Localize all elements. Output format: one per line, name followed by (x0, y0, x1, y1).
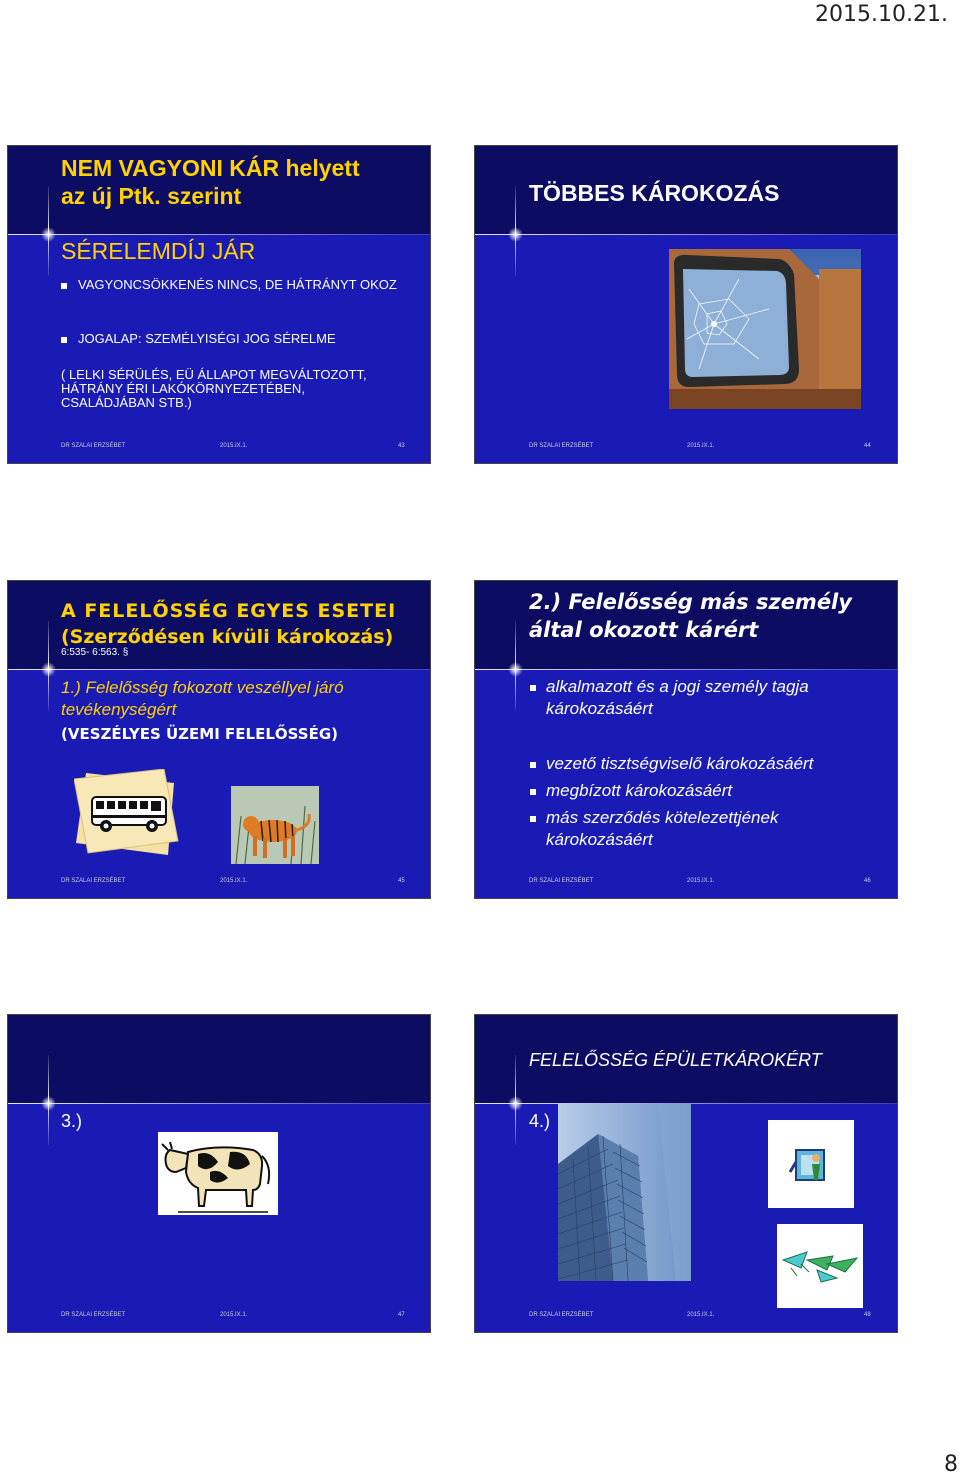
bullet-icon (530, 762, 536, 768)
glass-shards-image (777, 1224, 863, 1308)
divider-line (8, 669, 430, 670)
bullet-icon (61, 283, 67, 289)
slide-43 (7, 145, 431, 464)
divider-line (475, 234, 897, 235)
slide-title: 2.) Felelősség más személy (529, 590, 852, 614)
cow-image (158, 1132, 278, 1215)
slide-title: TÖBBES KÁROKOZÁS (529, 180, 780, 206)
footer-date: 2015.IX.1. (687, 878, 715, 884)
legal-reference: 6:535- 6:563. § (61, 647, 129, 658)
footer-author: DR SZALAI ERZSÉBET (529, 878, 594, 884)
header-date: 2015.10.21. (815, 2, 948, 27)
sparkle-icon (508, 227, 523, 242)
slide-number: 45 (398, 878, 405, 884)
bullet-icon (61, 337, 67, 343)
worker-image (768, 1120, 854, 1208)
sparkle-icon (508, 662, 523, 677)
footer-author: DR SZALAI ERZSÉBET (61, 878, 126, 884)
slide-46 (474, 580, 898, 899)
slide-title: NEM VAGYONI KÁR helyett (61, 155, 360, 181)
footer-author: DR SZALAI ERZSÉBET (529, 1312, 594, 1318)
footer-date: 2015.IX.1. (687, 1312, 715, 1318)
page-number: 8 (944, 1452, 958, 1477)
footer-date: 2015.IX.1. (220, 878, 248, 884)
sparkle-icon (41, 1096, 56, 1111)
bullet-text: JOGALAP: SZEMÉLYISÉGI JOG SÉRELME (78, 331, 336, 346)
bullet-icon (530, 685, 536, 691)
slide-title: az új Ptk. szerint (61, 183, 242, 209)
slide-number: 46 (864, 878, 871, 884)
footer-author: DR SZALAI ERZSÉBET (61, 1312, 126, 1318)
list-item: (VESZÉLYES ÜZEMI FELELŐSSÉG) (61, 725, 338, 743)
slide-title: (Szerződésen kívüli károkozás) (61, 626, 394, 648)
skyscraper-image (558, 1104, 691, 1281)
footer-date: 2015.IX.1. (220, 443, 248, 449)
footer-date: 2015.IX.1. (220, 1312, 248, 1318)
paragraph: ( LELKI SÉRÜLÉS, EÜ ÁLLAPOT MEGVÁLTOZOTT, HÁTRÁNY ÉRI LAKÓKÖRNYEZETÉBEN, CSALÁDJÁBAN STB.) (61, 367, 367, 410)
tiger-image (231, 786, 319, 864)
slide-title: A FELELŐSSÉG EGYES ESETEI (61, 600, 397, 622)
divider-line (8, 1103, 430, 1104)
bullet-text: más szerződés kötelezettjének károkozásáért (546, 808, 779, 849)
slide-number: 47 (398, 1312, 405, 1318)
bullet-text: megbízott károkozásáért (546, 781, 733, 800)
sparkle-icon (41, 662, 56, 677)
sparkle-icon (508, 1096, 523, 1111)
slide-title: FELELŐSSÉG ÉPÜLETKÁROKÉRT (529, 1050, 822, 1070)
divider-line (8, 234, 430, 235)
slide-45 (7, 580, 431, 899)
bullet-icon (530, 789, 536, 795)
school-bus-image (74, 769, 179, 857)
bullet-icon (530, 816, 536, 822)
slide-48 (474, 1014, 898, 1333)
slide-title: által okozott kárért (529, 618, 759, 642)
list-item: 1.) Felelősség fokozott veszéllyel járó tevékenységért (61, 678, 344, 719)
list-item: 3.) (61, 1111, 83, 1131)
slide-44 (474, 145, 898, 464)
slide-title-band (8, 1015, 430, 1103)
bullet-text: VAGYONCSÖKKENÉS NINCS, DE HÁTRÁNYT OKOZ (78, 277, 397, 292)
footer-author: DR SZALAI ERZSÉBET (529, 443, 594, 449)
slide-number: 44 (864, 443, 871, 449)
broken-window-image (669, 249, 861, 409)
bullet-text: vezető tisztségviselő károkozásáért (546, 754, 814, 773)
footer-date: 2015.IX.1. (687, 443, 715, 449)
slide-number: 43 (398, 443, 405, 449)
footer-author: DR SZALAI ERZSÉBET (61, 443, 126, 449)
sparkle-icon (41, 227, 56, 242)
divider-line (475, 669, 897, 670)
slide-47 (7, 1014, 431, 1333)
slide-subtitle: SÉRELEMDÍJ JÁR (61, 238, 256, 264)
bullet-text: alkalmazott és a jogi személy tagja károkozásáért (546, 677, 809, 718)
slide-number: 48 (864, 1312, 871, 1318)
list-item: 4.) (529, 1111, 551, 1131)
